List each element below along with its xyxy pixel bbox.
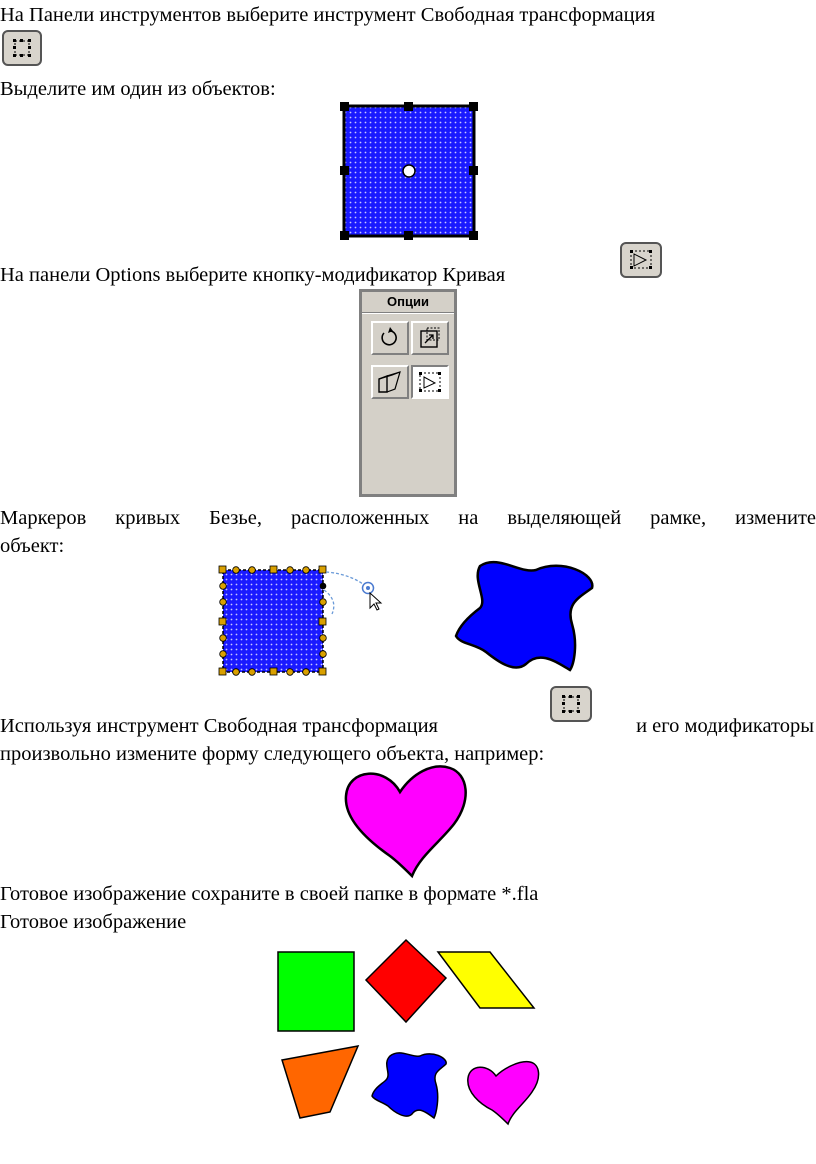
instruction-line-5b: произвольно измените форму следующего объекта, например: bbox=[0, 743, 545, 765]
distort-icon bbox=[373, 367, 407, 397]
red-diamond-shape bbox=[366, 940, 446, 1022]
free-transform-tool-button-2[interactable] bbox=[550, 686, 592, 722]
envelope-selected-square[interactable] bbox=[214, 562, 389, 680]
rotate-icon bbox=[373, 323, 407, 353]
instruction-line-4b: объект: bbox=[0, 535, 65, 557]
orange-quad-shape bbox=[282, 1046, 358, 1118]
options-panel bbox=[359, 289, 457, 497]
distort-button[interactable] bbox=[371, 365, 409, 399]
envelope-button[interactable] bbox=[411, 365, 449, 399]
instruction-line-1: На Панели инструментов выберите инструмент Свободная трансформация bbox=[0, 4, 656, 26]
scale-icon bbox=[413, 323, 447, 353]
magenta-heart-shape bbox=[340, 762, 475, 880]
envelope-modifier-button[interactable] bbox=[620, 242, 662, 278]
instruction-line-5a-right: и его модификаторы bbox=[636, 715, 814, 737]
free-transform-icon bbox=[4, 32, 40, 64]
magenta-heart-small-shape bbox=[468, 1062, 539, 1124]
yellow-parallelogram-shape bbox=[438, 952, 534, 1008]
cursor-arrow-icon bbox=[370, 593, 381, 610]
instruction-line-6: Готовое изображение сохраните в своей папке в формате *.fla bbox=[0, 883, 539, 905]
rotate-button[interactable] bbox=[371, 321, 409, 355]
instruction-line-7: Готовое изображение bbox=[0, 911, 187, 933]
free-transform-icon bbox=[552, 688, 590, 720]
final-composition bbox=[270, 938, 550, 1138]
instruction-line-3: На панели Options выберите кнопку-модификатор Кривая bbox=[0, 264, 506, 286]
scale-button[interactable] bbox=[411, 321, 449, 355]
instruction-line-5a-left: Используя инструмент Свободная трансформация bbox=[0, 715, 438, 737]
blue-blob-small-shape bbox=[372, 1053, 446, 1118]
blue-blob-shape bbox=[450, 552, 605, 677]
instruction-line-2: Выделите им один из объектов: bbox=[0, 78, 276, 100]
instruction-line-4a: Маркеров кривых Безье, расположенных на выделяющей рамке, измените bbox=[0, 507, 816, 529]
selected-blue-square[interactable] bbox=[338, 100, 480, 242]
options-panel-title: Опции bbox=[362, 292, 454, 313]
envelope-icon bbox=[413, 367, 447, 397]
envelope-icon bbox=[622, 244, 660, 276]
green-square-shape bbox=[278, 952, 354, 1031]
free-transform-tool-button[interactable] bbox=[2, 30, 42, 66]
